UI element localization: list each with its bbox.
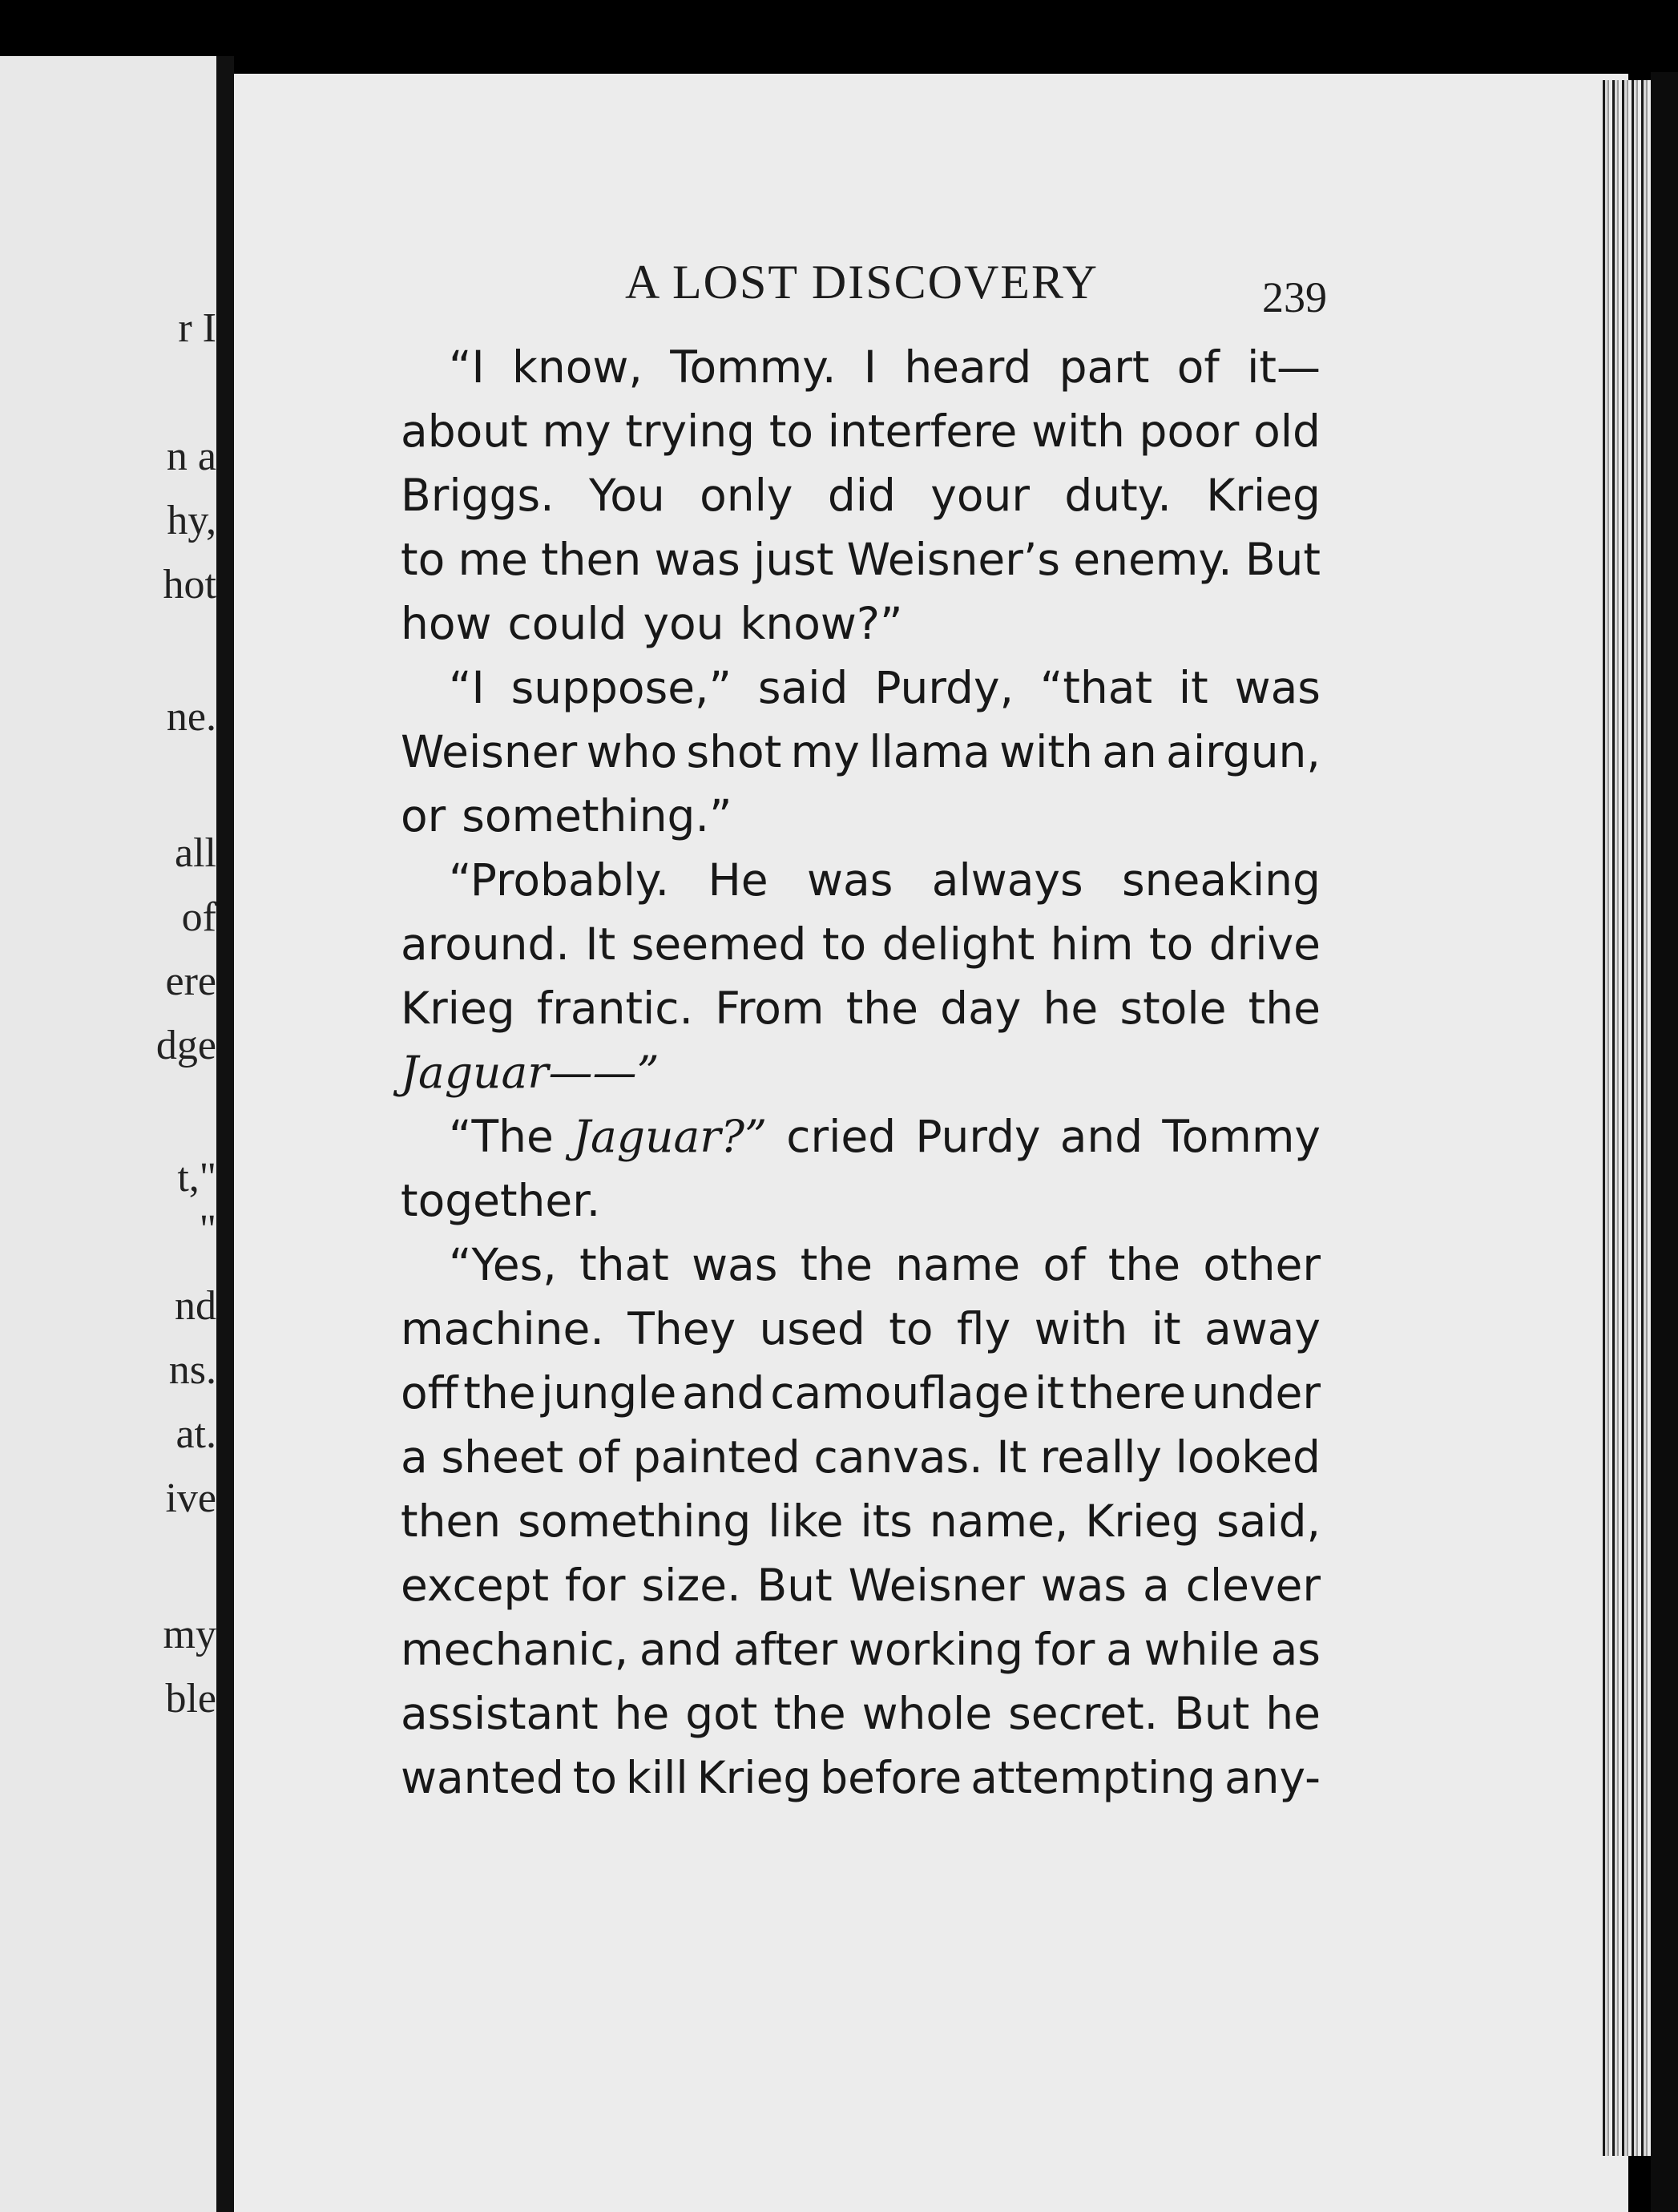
word: your	[930, 470, 1030, 521]
word: “The	[449, 1111, 554, 1162]
word: cried	[786, 1111, 897, 1162]
text-line	[401, 1361, 1321, 1425]
word: Krieg	[401, 983, 515, 1034]
book-gutter	[216, 56, 234, 2212]
word: a	[401, 1431, 428, 1483]
word: any-	[1224, 1752, 1321, 1803]
word: the	[1248, 983, 1321, 1034]
text-line	[401, 912, 1321, 976]
word: you	[643, 598, 724, 649]
facing-page-fragment: "	[199, 1207, 216, 1253]
word: Krieg	[696, 1752, 812, 1803]
word: did	[827, 470, 896, 521]
word: know?”	[740, 598, 903, 649]
word: to	[889, 1303, 934, 1354]
word: assistant	[401, 1688, 599, 1739]
text-line	[401, 1489, 1321, 1553]
word: “I	[449, 341, 485, 393]
word: before	[820, 1752, 962, 1803]
word: with	[999, 726, 1093, 777]
word: delight	[881, 918, 1035, 970]
word: and	[682, 1367, 765, 1419]
facing-page-fragment: ns.	[168, 1347, 216, 1393]
running-head: A LOST DISCOVERY	[625, 256, 1099, 309]
word: looked	[1175, 1431, 1321, 1483]
word: seemed	[631, 918, 807, 970]
word: Tommy	[1162, 1111, 1321, 1162]
page-edges	[1603, 80, 1651, 2156]
word: mechanic,	[401, 1624, 629, 1675]
word: stole	[1119, 983, 1227, 1034]
word: You	[588, 470, 665, 521]
word: the	[463, 1367, 536, 1419]
word: it—	[1247, 341, 1321, 393]
word: “that	[1039, 662, 1153, 713]
word: day	[940, 983, 1022, 1034]
word: machine.	[401, 1303, 604, 1354]
word: From	[715, 983, 825, 1034]
facing-page-fragment: ere	[165, 959, 216, 1004]
word: name,	[929, 1496, 1069, 1547]
text-line	[401, 1040, 1321, 1104]
word: suppose,”	[510, 662, 732, 713]
word: after	[733, 1624, 838, 1675]
word: my	[542, 406, 611, 457]
word: Krieg	[1206, 470, 1321, 521]
word: other	[1203, 1239, 1321, 1290]
word: heard	[904, 341, 1032, 393]
facing-page-fragment: dge	[155, 1023, 216, 1068]
facing-page-fragment: my	[163, 1612, 216, 1657]
text-line	[401, 1297, 1321, 1361]
word: an	[1102, 726, 1157, 777]
word: just	[753, 534, 834, 585]
word: who	[586, 726, 678, 777]
text-line	[401, 656, 1321, 720]
word: the	[773, 1688, 846, 1739]
word: Briggs.	[401, 470, 555, 521]
word: part	[1059, 341, 1150, 393]
word: of	[1176, 341, 1220, 393]
facing-page-fragment: hy,	[167, 498, 216, 543]
word: that	[579, 1239, 669, 1290]
word: It	[996, 1431, 1027, 1483]
word: But	[756, 1560, 833, 1611]
book-cover-edge	[1651, 72, 1678, 2212]
word: “Yes,	[449, 1239, 557, 1290]
word: whole	[861, 1688, 993, 1739]
word: or	[401, 790, 446, 842]
word: old	[1253, 406, 1321, 457]
word: to	[768, 406, 814, 457]
word: was	[1234, 662, 1321, 713]
word: airgun,	[1166, 726, 1321, 777]
word: to	[1149, 918, 1194, 970]
text-line	[401, 591, 1321, 656]
word: under	[1191, 1367, 1321, 1419]
word: They	[627, 1303, 736, 1354]
word: duty.	[1064, 470, 1172, 521]
word: as	[1270, 1624, 1321, 1675]
word: and	[1059, 1111, 1144, 1162]
word: Jaguar——”	[401, 1047, 660, 1098]
word: frantic.	[536, 983, 694, 1034]
word: used	[759, 1303, 865, 1354]
word: could	[507, 598, 627, 649]
word: away	[1204, 1303, 1321, 1354]
word: to	[572, 1752, 618, 1803]
word: off	[401, 1367, 458, 1419]
word: Weisner	[401, 726, 578, 777]
text-line	[401, 784, 1321, 848]
word: with	[1034, 1303, 1128, 1354]
text-line	[401, 1104, 1321, 1169]
word: got	[685, 1688, 758, 1739]
word: the	[845, 983, 918, 1034]
word: for	[564, 1560, 626, 1611]
word: I	[863, 341, 877, 393]
text-line	[401, 976, 1321, 1040]
word: fly	[956, 1303, 1011, 1354]
word: sneaking	[1121, 854, 1321, 906]
word: something.”	[462, 790, 732, 842]
word: really	[1039, 1431, 1162, 1483]
word: But	[1244, 534, 1321, 585]
word: interfere	[827, 406, 1018, 457]
word: sheet	[441, 1431, 564, 1483]
word: its	[860, 1496, 913, 1547]
word: wanted	[401, 1752, 564, 1803]
word: he	[1265, 1688, 1321, 1739]
word: it	[1178, 662, 1208, 713]
word: working	[848, 1624, 1024, 1675]
word: and	[639, 1624, 723, 1675]
text-line	[401, 335, 1321, 399]
word: attempting	[970, 1752, 1216, 1803]
facing-page-fragment: n a	[166, 434, 216, 479]
word: llama	[869, 726, 990, 777]
word: But	[1174, 1688, 1250, 1739]
page-number: 239	[1262, 273, 1327, 321]
word: Jaguar?”	[572, 1111, 768, 1162]
facing-page-fragment: hot	[163, 562, 216, 607]
word: to	[401, 534, 446, 585]
text-line	[401, 1425, 1321, 1489]
word: with	[1031, 406, 1125, 457]
word: jungle	[541, 1367, 677, 1419]
word: “I	[449, 662, 485, 713]
word: there	[1069, 1367, 1187, 1419]
word: kill	[625, 1752, 688, 1803]
word: Purdy,	[874, 662, 1014, 713]
word: of	[576, 1431, 619, 1483]
word: together.	[401, 1175, 601, 1226]
text-line	[401, 848, 1321, 912]
word: He	[708, 854, 768, 906]
word: something	[518, 1496, 752, 1547]
word: a	[1106, 1624, 1133, 1675]
word: canvas.	[813, 1431, 983, 1483]
word: drive	[1208, 918, 1321, 970]
word: said,	[1216, 1496, 1321, 1547]
word: it	[1035, 1367, 1064, 1419]
text-line	[401, 1233, 1321, 1297]
facing-page	[0, 56, 216, 2212]
text-line	[401, 1617, 1321, 1681]
text-line	[401, 399, 1321, 463]
facing-page-fragment: all	[175, 830, 216, 876]
word: the	[1107, 1239, 1181, 1290]
word: the	[800, 1239, 873, 1290]
word: was	[807, 854, 893, 906]
word: camouflage	[770, 1367, 1030, 1419]
word: poor	[1139, 406, 1240, 457]
word: was	[1040, 1560, 1127, 1611]
facing-page-fragment: t,"	[177, 1155, 216, 1201]
facing-page-fragment: of	[181, 894, 216, 940]
word: except	[401, 1560, 550, 1611]
word: Purdy	[915, 1111, 1041, 1162]
text-line	[401, 1746, 1321, 1810]
word: while	[1144, 1624, 1260, 1675]
facing-page-fragment: nd	[175, 1283, 216, 1329]
word: it	[1151, 1303, 1181, 1354]
word: shot	[686, 726, 782, 777]
word: Tommy.	[670, 341, 837, 393]
facing-page-fragment: r I	[178, 305, 216, 351]
word: how	[401, 598, 492, 649]
word: he	[1043, 983, 1099, 1034]
word: to	[821, 918, 867, 970]
word: know,	[512, 341, 643, 393]
text-line	[401, 1169, 1321, 1233]
word: It	[585, 918, 616, 970]
word: only	[700, 470, 793, 521]
word: “Probably.	[449, 854, 670, 906]
word: name	[895, 1239, 1021, 1290]
word: around.	[401, 918, 570, 970]
word: like	[768, 1496, 844, 1547]
text-line	[401, 720, 1321, 784]
text-line	[401, 1681, 1321, 1746]
word: said	[757, 662, 849, 713]
text-line	[401, 463, 1321, 527]
word: a	[1142, 1560, 1170, 1611]
word: he	[614, 1688, 670, 1739]
word: secret.	[1008, 1688, 1159, 1739]
body-text	[401, 335, 1321, 1810]
word: was	[654, 534, 740, 585]
facing-page-fragment: ive	[165, 1475, 216, 1521]
word: enemy.	[1073, 534, 1232, 585]
text-line	[401, 527, 1321, 591]
word: always	[931, 854, 1083, 906]
word: size.	[641, 1560, 741, 1611]
facing-page-fragment: ne.	[166, 694, 216, 740]
facing-page-fragment: at.	[175, 1411, 216, 1457]
word: me	[458, 534, 528, 585]
word: then	[541, 534, 642, 585]
word: him	[1050, 918, 1134, 970]
facing-page-fragment: ble	[165, 1676, 216, 1722]
word: painted	[632, 1431, 801, 1483]
word: clever	[1185, 1560, 1321, 1611]
word: of	[1043, 1239, 1086, 1290]
word: my	[790, 726, 860, 777]
word: Weisner’s	[846, 534, 1061, 585]
word: was	[692, 1239, 778, 1290]
word: for	[1034, 1624, 1095, 1675]
word: trying	[625, 406, 756, 457]
text-line	[401, 1553, 1321, 1617]
word: Krieg	[1085, 1496, 1200, 1547]
word: about	[401, 406, 528, 457]
word: Weisner	[848, 1560, 1025, 1611]
word: then	[401, 1496, 502, 1547]
